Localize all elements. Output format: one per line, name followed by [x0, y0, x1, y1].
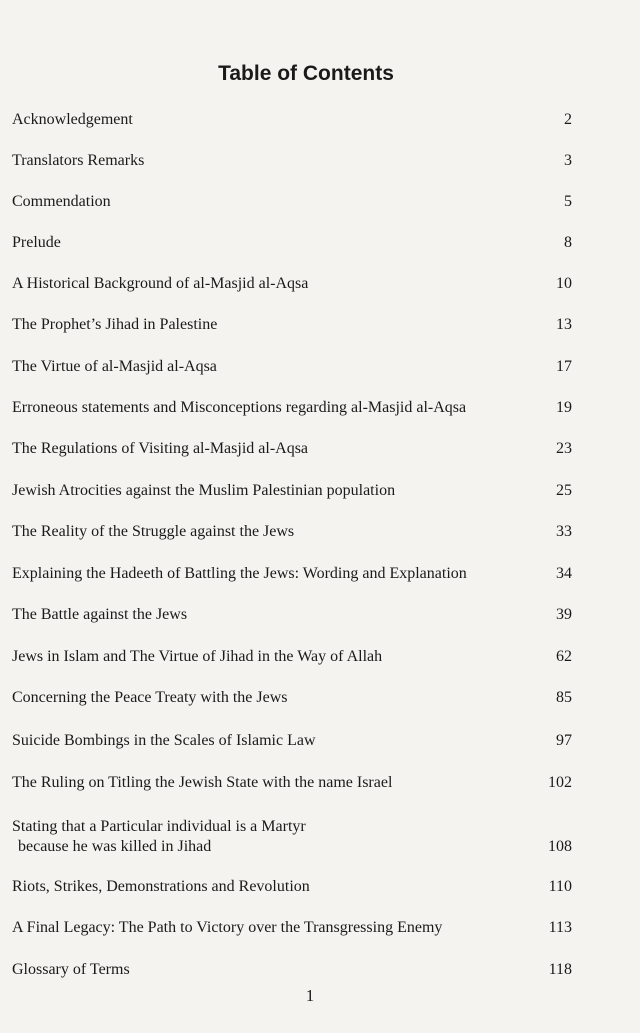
toc-entry-title: Glossary of Terms [12, 961, 130, 978]
toc-entry [12, 398, 612, 418]
toc-entry-title: A Historical Background of al-Masjid al-Aqsa [12, 275, 309, 292]
toc-entry-title: The Reality of the Struggle against the Jews [12, 523, 295, 540]
toc-entry-title: Suicide Bombings in the Scales of Islamic Law [12, 732, 316, 749]
toc-entry-page: 34 [556, 565, 572, 582]
toc-entry-page: 3 [564, 152, 572, 169]
toc-entry [12, 877, 612, 897]
toc-entry-title: Erroneous statements and Misconceptions regarding al-Masjid al-Aqsa [12, 399, 467, 416]
toc-entry [12, 647, 612, 667]
toc-entry [12, 605, 612, 625]
toc-entry-page: 13 [556, 316, 572, 333]
toc-entry-page: 23 [556, 440, 572, 457]
toc-entry-title: The Prophet’s Jihad in Palestine [12, 316, 218, 333]
toc-entry-title-line2: because he was killed in Jihad [18, 838, 212, 855]
toc-entry [12, 688, 612, 708]
toc-entry [12, 315, 612, 335]
toc-entry-page: 62 [556, 648, 572, 665]
toc-entry-title: Riots, Strikes, Demonstrations and Revolution [12, 878, 310, 895]
toc-entry [12, 773, 612, 793]
toc-entry-title: Translators Remarks [12, 152, 145, 169]
toc-entry-title: Jewish Atrocities against the Muslim Palestinian population [12, 482, 396, 499]
toc-entry [12, 731, 612, 751]
toc-entry-title: The Battle against the Jews [12, 606, 188, 623]
toc-entry-title: The Regulations of Visiting al-Masjid al-Aqsa [12, 440, 309, 457]
toc-entry-title: Concerning the Peace Treaty with the Jews [12, 689, 288, 706]
toc-entry-title: Commendation [12, 193, 111, 210]
toc-entry [12, 481, 612, 501]
toc-entry-page: 33 [556, 523, 572, 540]
toc-entry-title: Acknowledgement [12, 111, 133, 128]
toc-entry [12, 439, 612, 459]
toc-entry-title-line1: Stating that a Particular individual is a Martyr [12, 818, 306, 835]
toc-entry-title: The Virtue of al-Masjid al-Aqsa [12, 358, 217, 375]
toc-entry [12, 522, 612, 542]
toc-entry-page: 118 [548, 961, 572, 978]
toc-entry-page: 19 [556, 399, 572, 416]
toc-entry-title: Explaining the Hadeeth of Battling the Jews: Wording and Explanation [12, 565, 467, 582]
toc-entry-page: 5 [564, 193, 572, 210]
toc-entry-page: 113 [548, 919, 572, 936]
toc-entry-title: A Final Legacy: The Path to Victory over the Transgressing Enemy [12, 919, 443, 936]
toc-entry-page: 85 [556, 689, 572, 706]
toc-entry-title [12, 817, 612, 857]
toc-entry [12, 817, 612, 857]
toc-entry [12, 151, 612, 171]
toc-entry-page: 10 [556, 275, 572, 292]
toc-entry [12, 110, 612, 130]
toc-entry-page: 102 [548, 774, 572, 791]
page-number: 1 [305, 986, 315, 1005]
toc-entry [12, 192, 612, 212]
toc-entry [12, 233, 612, 253]
toc-entry-page: 39 [556, 606, 572, 623]
toc-entry-page: 25 [556, 482, 572, 499]
toc-entry [12, 564, 612, 584]
page-title: Table of Contents [218, 62, 394, 85]
toc-entry-page: 17 [556, 358, 572, 375]
toc-entry-title: Jews in Islam and The Virtue of Jihad in the Way of Allah [12, 648, 383, 665]
toc-entry-page: 2 [564, 111, 572, 128]
toc-entry-page: 97 [556, 732, 572, 749]
toc-entry [12, 918, 612, 938]
toc-entry-title: The Ruling on Titling the Jewish State with the name Israel [12, 774, 393, 791]
toc-entry-page: 110 [548, 878, 572, 895]
toc-entry [12, 357, 612, 377]
toc-entry-title: Prelude [12, 234, 61, 251]
toc-entry-page: 108 [548, 838, 572, 855]
toc-entry [12, 960, 612, 980]
toc-entry-page: 8 [564, 234, 572, 251]
toc-entry [12, 274, 612, 294]
